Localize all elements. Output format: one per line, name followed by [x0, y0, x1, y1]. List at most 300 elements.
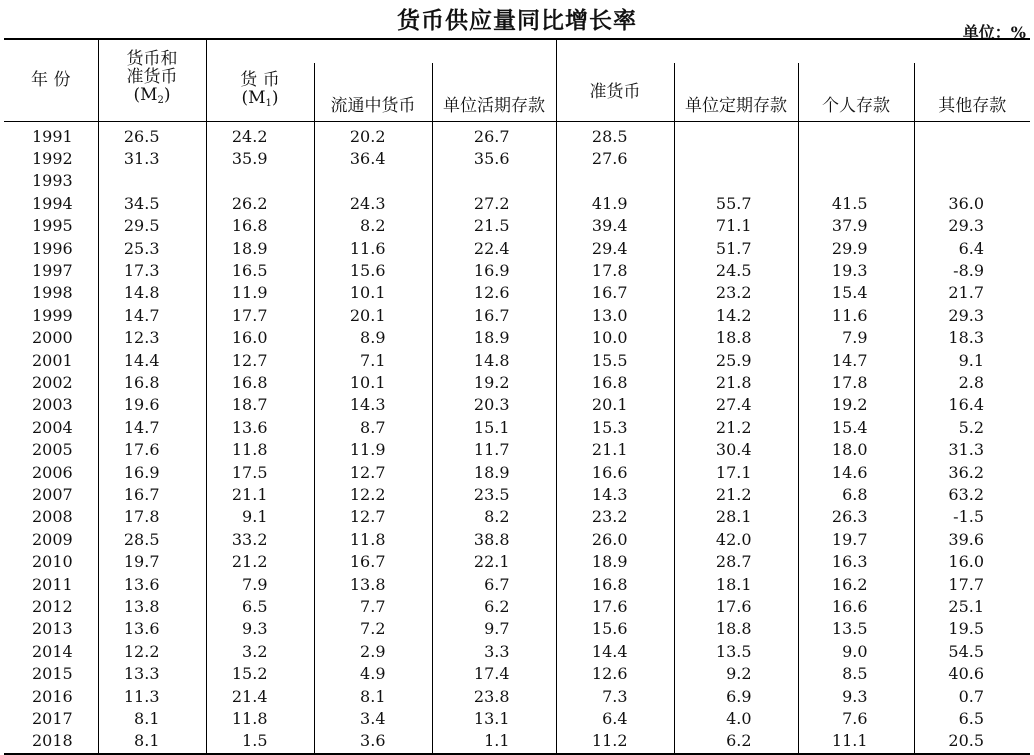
personal-cell: 9.3: [798, 686, 914, 708]
m1-cell: 17.5: [206, 462, 314, 484]
m1-cell: 6.5: [206, 596, 314, 618]
table-row: [4, 641, 1030, 663]
currency-cell: 24.3: [314, 193, 432, 215]
currency-cell: 10.1: [314, 282, 432, 304]
other-cell: 40.6: [914, 663, 1030, 685]
other-cell: 29.3: [914, 305, 1030, 327]
m1-cell: 16.0: [206, 327, 314, 349]
currency-cell: 8.7: [314, 417, 432, 439]
quasi-cell: 15.3: [556, 417, 674, 439]
table-row: [4, 462, 1030, 484]
unit-demand-cell: 22.1: [432, 551, 556, 573]
personal-cell: 9.0: [798, 641, 914, 663]
unit-time-cell: 6.9: [674, 686, 798, 708]
currency-cell: 12.7: [314, 462, 432, 484]
unit-time-cell: [674, 170, 798, 192]
year-cell: 1996: [32, 238, 73, 258]
m2-cell: 34.5: [98, 193, 206, 215]
currency-cell: 15.6: [314, 260, 432, 282]
quasi-cell: 41.9: [556, 193, 674, 215]
currency-cell: 36.4: [314, 148, 432, 170]
unit-demand-cell: 22.4: [432, 238, 556, 260]
quasi-cell: 29.4: [556, 238, 674, 260]
header-year: [4, 39, 98, 121]
currency-cell: 20.2: [314, 121, 432, 148]
m1-cell: 11.8: [206, 439, 314, 461]
currency-cell: 12.7: [314, 506, 432, 528]
m1-cell: 16.8: [206, 372, 314, 394]
currency-cell: 11.6: [314, 238, 432, 260]
personal-cell: 19.3: [798, 260, 914, 282]
header-currency: 流通中货币: [314, 63, 432, 121]
quasi-cell: 7.3: [556, 686, 674, 708]
personal-cell: [798, 121, 914, 148]
unit-demand-cell: 12.6: [432, 282, 556, 304]
header-other: 其他存款: [914, 63, 1030, 121]
header-m1-close: ): [271, 87, 279, 108]
other-cell: 0.7: [914, 686, 1030, 708]
table-row: [4, 663, 1030, 685]
currency-cell: 3.4: [314, 708, 432, 730]
quasi-cell: 15.5: [556, 350, 674, 372]
unit-demand-cell: 3.3: [432, 641, 556, 663]
personal-cell: 13.5: [798, 618, 914, 640]
m2-cell: 17.3: [98, 260, 206, 282]
currency-cell: 13.8: [314, 574, 432, 596]
other-cell: 20.5: [914, 730, 1030, 753]
currency-cell: 7.2: [314, 618, 432, 640]
quasi-cell: 14.4: [556, 641, 674, 663]
table-row: [4, 686, 1030, 708]
currency-cell: 11.8: [314, 529, 432, 551]
other-cell: 18.3: [914, 327, 1030, 349]
unit-time-cell: 27.4: [674, 394, 798, 416]
personal-cell: 15.4: [798, 282, 914, 304]
personal-cell: 7.9: [798, 327, 914, 349]
header-m2-line1: 货币和: [126, 49, 178, 70]
unit-time-cell: 13.5: [674, 641, 798, 663]
quasi-cell: 20.1: [556, 394, 674, 416]
personal-cell: 16.6: [798, 596, 914, 618]
header-quasi: 准货币: [556, 63, 674, 121]
year-cell: 2002: [32, 372, 73, 392]
table-row: [4, 238, 1030, 260]
currency-cell: 7.1: [314, 350, 432, 372]
unit-time-cell: 51.7: [674, 238, 798, 260]
m1-cell: 13.6: [206, 417, 314, 439]
year-cell: 2011: [32, 574, 73, 594]
m2-cell: 13.6: [98, 574, 206, 596]
other-cell: -1.5: [914, 506, 1030, 528]
unit-demand-cell: 14.8: [432, 350, 556, 372]
other-cell: [914, 148, 1030, 170]
m2-cell: 16.7: [98, 484, 206, 506]
quasi-cell: 11.2: [556, 730, 674, 753]
year-cell: 1997: [32, 260, 73, 280]
m2-cell: 19.6: [98, 394, 206, 416]
other-cell: 17.7: [914, 574, 1030, 596]
table-row: [4, 484, 1030, 506]
table-row: [4, 551, 1030, 573]
unit-demand-cell: 8.2: [432, 506, 556, 528]
m2-cell: 12.3: [98, 327, 206, 349]
personal-cell: 17.8: [798, 372, 914, 394]
unit-time-cell: [674, 148, 798, 170]
quasi-cell: 14.3: [556, 484, 674, 506]
currency-cell: 20.1: [314, 305, 432, 327]
unit-demand-cell: 21.5: [432, 215, 556, 237]
table-row: [4, 305, 1030, 327]
personal-cell: 11.6: [798, 305, 914, 327]
m1-cell: 1.5: [206, 730, 314, 753]
year-cell: 2008: [32, 507, 73, 527]
unit-time-cell: 18.8: [674, 618, 798, 640]
table-row: [4, 350, 1030, 372]
unit-demand-cell: 27.2: [432, 193, 556, 215]
year-cell: 2015: [32, 664, 73, 684]
year-cell: 2004: [32, 417, 73, 437]
year-cell: 2012: [32, 597, 73, 617]
year-cell: 2005: [32, 440, 73, 460]
unit-demand-cell: 13.1: [432, 708, 556, 730]
m1-cell: 33.2: [206, 529, 314, 551]
m1-cell: 21.4: [206, 686, 314, 708]
m2-cell: 13.3: [98, 663, 206, 685]
m1-cell: 24.2: [206, 121, 314, 148]
unit-demand-cell: 16.7: [432, 305, 556, 327]
year-cell: 2007: [32, 485, 73, 504]
personal-cell: 19.2: [798, 394, 914, 416]
m1-cell: 7.9: [206, 574, 314, 596]
unit-demand-cell: 17.4: [432, 663, 556, 685]
unit-demand-cell: 6.7: [432, 574, 556, 596]
unit-time-cell: 9.2: [674, 663, 798, 685]
personal-cell: 11.1: [798, 730, 914, 753]
m1-cell: 26.2: [206, 193, 314, 215]
m2-cell: 14.7: [98, 417, 206, 439]
year-cell: 1994: [32, 193, 73, 213]
unit-demand-cell: 19.2: [432, 372, 556, 394]
personal-cell: 8.5: [798, 663, 914, 685]
quasi-cell: 23.2: [556, 506, 674, 528]
other-cell: 16.0: [914, 551, 1030, 573]
m2-cell: 17.6: [98, 439, 206, 461]
m2-cell: 17.8: [98, 506, 206, 528]
table-title: 货币供应量同比增长率: [397, 7, 637, 34]
unit-demand-cell: 23.8: [432, 686, 556, 708]
other-cell: 54.5: [914, 641, 1030, 663]
personal-cell: 16.3: [798, 551, 914, 573]
quasi-cell: 16.6: [556, 462, 674, 484]
unit-demand-cell: 26.7: [432, 121, 556, 148]
other-cell: 21.7: [914, 282, 1030, 304]
header-unit-demand: 单位活期存款: [432, 63, 556, 121]
unit-demand-cell: 11.7: [432, 439, 556, 461]
personal-cell: [798, 148, 914, 170]
currency-cell: 11.9: [314, 439, 432, 461]
money-supply-table: [4, 38, 1030, 755]
year-cell: 1998: [32, 283, 73, 303]
personal-cell: 16.2: [798, 574, 914, 596]
unit-demand-cell: [432, 170, 556, 192]
header-m2-line2: 准货币: [126, 67, 178, 88]
m2-cell: [98, 170, 206, 192]
other-cell: 31.3: [914, 439, 1030, 461]
currency-cell: 10.1: [314, 372, 432, 394]
unit-demand-cell: 35.6: [432, 148, 556, 170]
table-row: [4, 439, 1030, 461]
unit-demand-cell: 9.7: [432, 618, 556, 640]
quasi-cell: [556, 170, 674, 192]
quasi-cell: 17.8: [556, 260, 674, 282]
m1-cell: 17.7: [206, 305, 314, 327]
m1-cell: [206, 170, 314, 192]
quasi-cell: 16.7: [556, 282, 674, 304]
quasi-cell: 17.6: [556, 596, 674, 618]
other-cell: 2.8: [914, 372, 1030, 394]
m2-cell: 25.3: [98, 238, 206, 260]
table-row: [4, 260, 1030, 282]
quasi-cell: 6.4: [556, 708, 674, 730]
m1-cell: 11.8: [206, 708, 314, 730]
unit-demand-cell: 16.9: [432, 260, 556, 282]
year-cell: 2018: [32, 731, 73, 751]
header-m2-sub: 2: [157, 95, 164, 107]
unit-time-cell: 55.7: [674, 193, 798, 215]
year-cell: 2003: [32, 395, 73, 415]
personal-cell: 37.9: [798, 215, 914, 237]
table-row: [4, 618, 1030, 640]
table-row: [4, 730, 1030, 753]
header-m2-close: ): [163, 85, 171, 106]
year-cell: 2001: [32, 350, 73, 370]
header-m2-symbol: [99, 86, 206, 110]
header-m1: [206, 63, 314, 121]
unit-time-cell: 42.0: [674, 529, 798, 551]
header-m2-sym: (M: [133, 85, 158, 106]
table-body: [4, 121, 1030, 754]
year-cell: 2014: [32, 641, 73, 661]
table-row: [4, 215, 1030, 237]
unit-time-cell: 30.4: [674, 439, 798, 461]
personal-cell: 19.7: [798, 529, 914, 551]
year-cell: 2009: [32, 529, 73, 549]
m2-cell: 14.4: [98, 350, 206, 372]
quasi-cell: 39.4: [556, 215, 674, 237]
table-row: [4, 121, 1030, 148]
currency-cell: 8.1: [314, 686, 432, 708]
m2-cell: 14.8: [98, 282, 206, 304]
other-cell: 6.5: [914, 708, 1030, 730]
personal-cell: 18.0: [798, 439, 914, 461]
year-cell: 2006: [32, 462, 73, 482]
m1-cell: 18.9: [206, 238, 314, 260]
other-cell: 63.2: [914, 484, 1030, 506]
currency-cell: 7.7: [314, 596, 432, 618]
table-row: [4, 506, 1030, 528]
currency-cell: [314, 170, 432, 192]
m2-cell: 16.9: [98, 462, 206, 484]
unit-time-cell: 18.1: [674, 574, 798, 596]
m2-cell: 12.2: [98, 641, 206, 663]
m2-cell: 26.5: [98, 121, 206, 148]
m1-cell: 21.1: [206, 484, 314, 506]
unit-time-cell: 17.6: [674, 596, 798, 618]
m2-cell: 8.1: [98, 708, 206, 730]
quasi-cell: 26.0: [556, 529, 674, 551]
header-m1-spacer: [206, 39, 556, 63]
table-row: [4, 574, 1030, 596]
quasi-cell: 27.6: [556, 148, 674, 170]
personal-cell: 41.5: [798, 193, 914, 215]
year-cell: 2000: [32, 328, 73, 348]
header-quasi-spacer: [556, 39, 1030, 63]
table-row: [4, 193, 1030, 215]
m2-cell: 8.1: [98, 730, 206, 753]
table-row: [4, 708, 1030, 730]
m1-cell: 35.9: [206, 148, 314, 170]
table-row: [4, 282, 1030, 304]
quasi-cell: 15.6: [556, 618, 674, 640]
year-cell: 2010: [32, 552, 73, 572]
m2-cell: 13.6: [98, 618, 206, 640]
m1-cell: 15.2: [206, 663, 314, 685]
table-row: [4, 394, 1030, 416]
unit-time-cell: 17.1: [674, 462, 798, 484]
table-row: [4, 148, 1030, 170]
m2-cell: 16.8: [98, 372, 206, 394]
table-row: [4, 529, 1030, 551]
m2-cell: 14.7: [98, 305, 206, 327]
m2-cell: 19.7: [98, 551, 206, 573]
personal-cell: 26.3: [798, 506, 914, 528]
unit-time-cell: 28.7: [674, 551, 798, 573]
m2-cell: 28.5: [98, 529, 206, 551]
unit-time-cell: 23.2: [674, 282, 798, 304]
unit-time-cell: 18.8: [674, 327, 798, 349]
unit-time-cell: [674, 121, 798, 148]
personal-cell: 14.7: [798, 350, 914, 372]
quasi-cell: 10.0: [556, 327, 674, 349]
other-cell: 16.4: [914, 394, 1030, 416]
currency-cell: 2.9: [314, 641, 432, 663]
m1-cell: 3.2: [206, 641, 314, 663]
personal-cell: 7.6: [798, 708, 914, 730]
year-cell: 1991: [32, 126, 73, 146]
header-year-label: 年 份: [31, 70, 71, 91]
unit-time-cell: 71.1: [674, 215, 798, 237]
other-cell: 29.3: [914, 215, 1030, 237]
other-cell: 9.1: [914, 350, 1030, 372]
unit-label: 单位：%: [962, 23, 1026, 42]
other-cell: 36.0: [914, 193, 1030, 215]
currency-cell: 8.9: [314, 327, 432, 349]
other-cell: 6.4: [914, 238, 1030, 260]
year-cell: 2017: [32, 709, 73, 729]
header-m1-sym: (M: [241, 87, 266, 108]
unit-demand-cell: 15.1: [432, 417, 556, 439]
header-m1-sub: 1: [265, 97, 272, 109]
header-m1-symbol: [207, 89, 314, 113]
unit-demand-cell: 38.8: [432, 529, 556, 551]
header-personal: 个人存款: [798, 63, 914, 121]
table-row: [4, 327, 1030, 349]
unit-time-cell: 21.2: [674, 484, 798, 506]
m1-cell: 12.7: [206, 350, 314, 372]
quasi-cell: 16.8: [556, 372, 674, 394]
table-row: [4, 417, 1030, 439]
currency-cell: 14.3: [314, 394, 432, 416]
table-row: [4, 596, 1030, 618]
other-cell: 36.2: [914, 462, 1030, 484]
other-cell: -8.9: [914, 260, 1030, 282]
m1-cell: 18.7: [206, 394, 314, 416]
header-unit-time: 单位定期存款: [674, 63, 798, 121]
year-cell: 1999: [32, 305, 73, 325]
unit-time-cell: 4.0: [674, 708, 798, 730]
unit-time-cell: 6.2: [674, 730, 798, 753]
unit-time-cell: 21.8: [674, 372, 798, 394]
unit-demand-cell: 1.1: [432, 730, 556, 753]
personal-cell: 14.6: [798, 462, 914, 484]
m1-cell: 9.1: [206, 506, 314, 528]
m1-cell: 16.8: [206, 215, 314, 237]
unit-time-cell: 28.1: [674, 506, 798, 528]
currency-cell: 12.2: [314, 484, 432, 506]
quasi-cell: 18.9: [556, 551, 674, 573]
table-row: [4, 170, 1030, 192]
m2-cell: 13.8: [98, 596, 206, 618]
personal-cell: 29.9: [798, 238, 914, 260]
currency-cell: 3.6: [314, 730, 432, 753]
unit-demand-cell: 18.9: [432, 327, 556, 349]
unit-time-cell: 24.5: [674, 260, 798, 282]
other-cell: [914, 170, 1030, 192]
unit-demand-cell: 23.5: [432, 484, 556, 506]
other-cell: 25.1: [914, 596, 1030, 618]
quasi-cell: 21.1: [556, 439, 674, 461]
header-m1-line1: 货 币: [240, 69, 280, 90]
unit-time-cell: 21.2: [674, 417, 798, 439]
year-cell: 2016: [32, 686, 73, 706]
year-cell: 1992: [32, 148, 73, 168]
other-cell: 5.2: [914, 417, 1030, 439]
currency-cell: 16.7: [314, 551, 432, 573]
year-cell: 1993: [32, 171, 73, 191]
m2-cell: 11.3: [98, 686, 206, 708]
m2-cell: 29.5: [98, 215, 206, 237]
year-cell: 2013: [32, 619, 73, 639]
currency-cell: 8.2: [314, 215, 432, 237]
m1-cell: 9.3: [206, 618, 314, 640]
header-m2: [98, 39, 206, 121]
personal-cell: 6.8: [798, 484, 914, 506]
m2-cell: 31.3: [98, 148, 206, 170]
m1-cell: 16.5: [206, 260, 314, 282]
year-cell: 1995: [32, 216, 73, 236]
other-cell: [914, 121, 1030, 148]
quasi-cell: 12.6: [556, 663, 674, 685]
quasi-cell: 28.5: [556, 121, 674, 148]
quasi-cell: 13.0: [556, 305, 674, 327]
unit-demand-cell: 6.2: [432, 596, 556, 618]
other-cell: 19.5: [914, 618, 1030, 640]
personal-cell: [798, 170, 914, 192]
unit-time-cell: 25.9: [674, 350, 798, 372]
m1-cell: 21.2: [206, 551, 314, 573]
quasi-cell: 16.8: [556, 574, 674, 596]
other-cell: 39.6: [914, 529, 1030, 551]
